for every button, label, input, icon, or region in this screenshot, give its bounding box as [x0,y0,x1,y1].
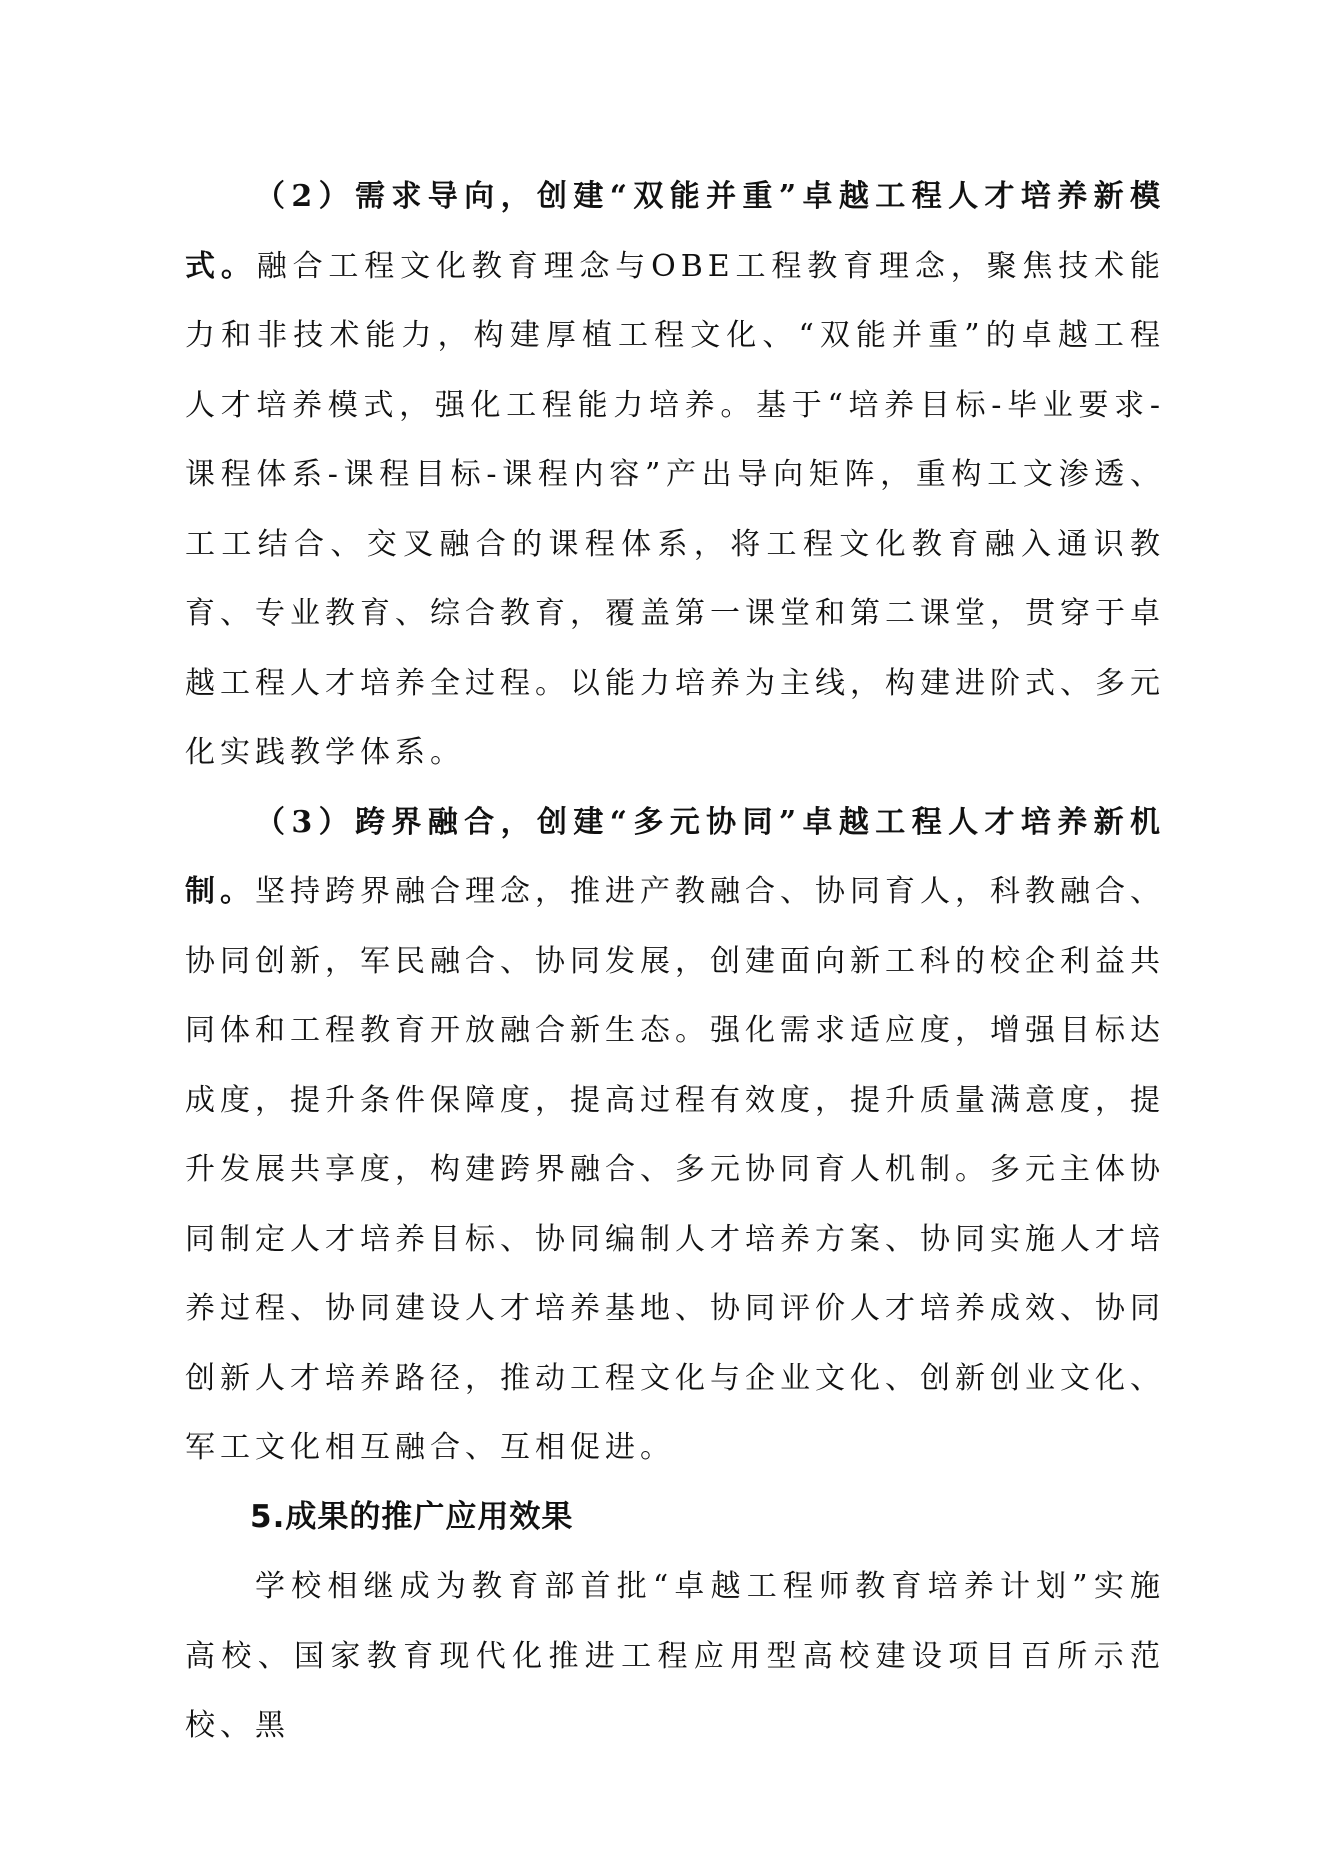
document-body [185,162,1165,1761]
paragraph-section-2 [185,162,1165,788]
paragraph-section-3 [185,788,1165,1483]
section-3-lead: （3）跨界融合，创建“多元协同”卓越工程人才培养新机制。 [185,804,1165,909]
section-3-body: 坚持跨界融合理念，推进产教融合、协同育人，科教融合、协同创新，军民融合、协同发展，创建面向新工科的校企利益共同体和工程教育开放融合新生态。强化需求适应度，增强目标达成度，提升条件保障度，提高过程有效度，提升质量满意度，提升发展共享度，构建跨界融合、多元协同育人机制。多元主体协同制定人才培养目标、协同编制人才培养方案、协同实施人才培养过程、协同建设人才培养基地、协同评价人才培养成效、协同创新人才培养路径，推动工程文化与企业文化、创新创业文化、军工文化相互融合、互相促进。 [185,874,1165,1465]
paragraph-section-5: 学校相继成为教育部首批“卓越工程师教育培养计划”实施高校、国家教育现代化推进工程应用型高校建设项目百所示范校、黑 [185,1569,1165,1743]
section-2-body: 融合工程文化教育理念与OBE工程教育理念，聚焦技术能力和非技术能力，构建厚植工程文化、“双能并重”的卓越工程人才培养模式，强化工程能力培养。基于“培养目标-毕业要求-课程体系-课程目标-课程内容”产出导向矩阵，重构工文渗透、工工结合、交叉融合的课程体系，将工程文化教育融入通识教育、专业教育、综合教育，覆盖第一课堂和第二课堂，贯穿于卓越工程人才培养全过程。以能力培养为主线，构建进阶式、多元化实践教学体系。 [185,248,1165,770]
section-2-lead: （2）需求导向，创建“双能并重”卓越工程人才培养新模式。 [185,179,1165,284]
section-5-heading: 5.成果的推广应用效果 [250,1498,574,1535]
